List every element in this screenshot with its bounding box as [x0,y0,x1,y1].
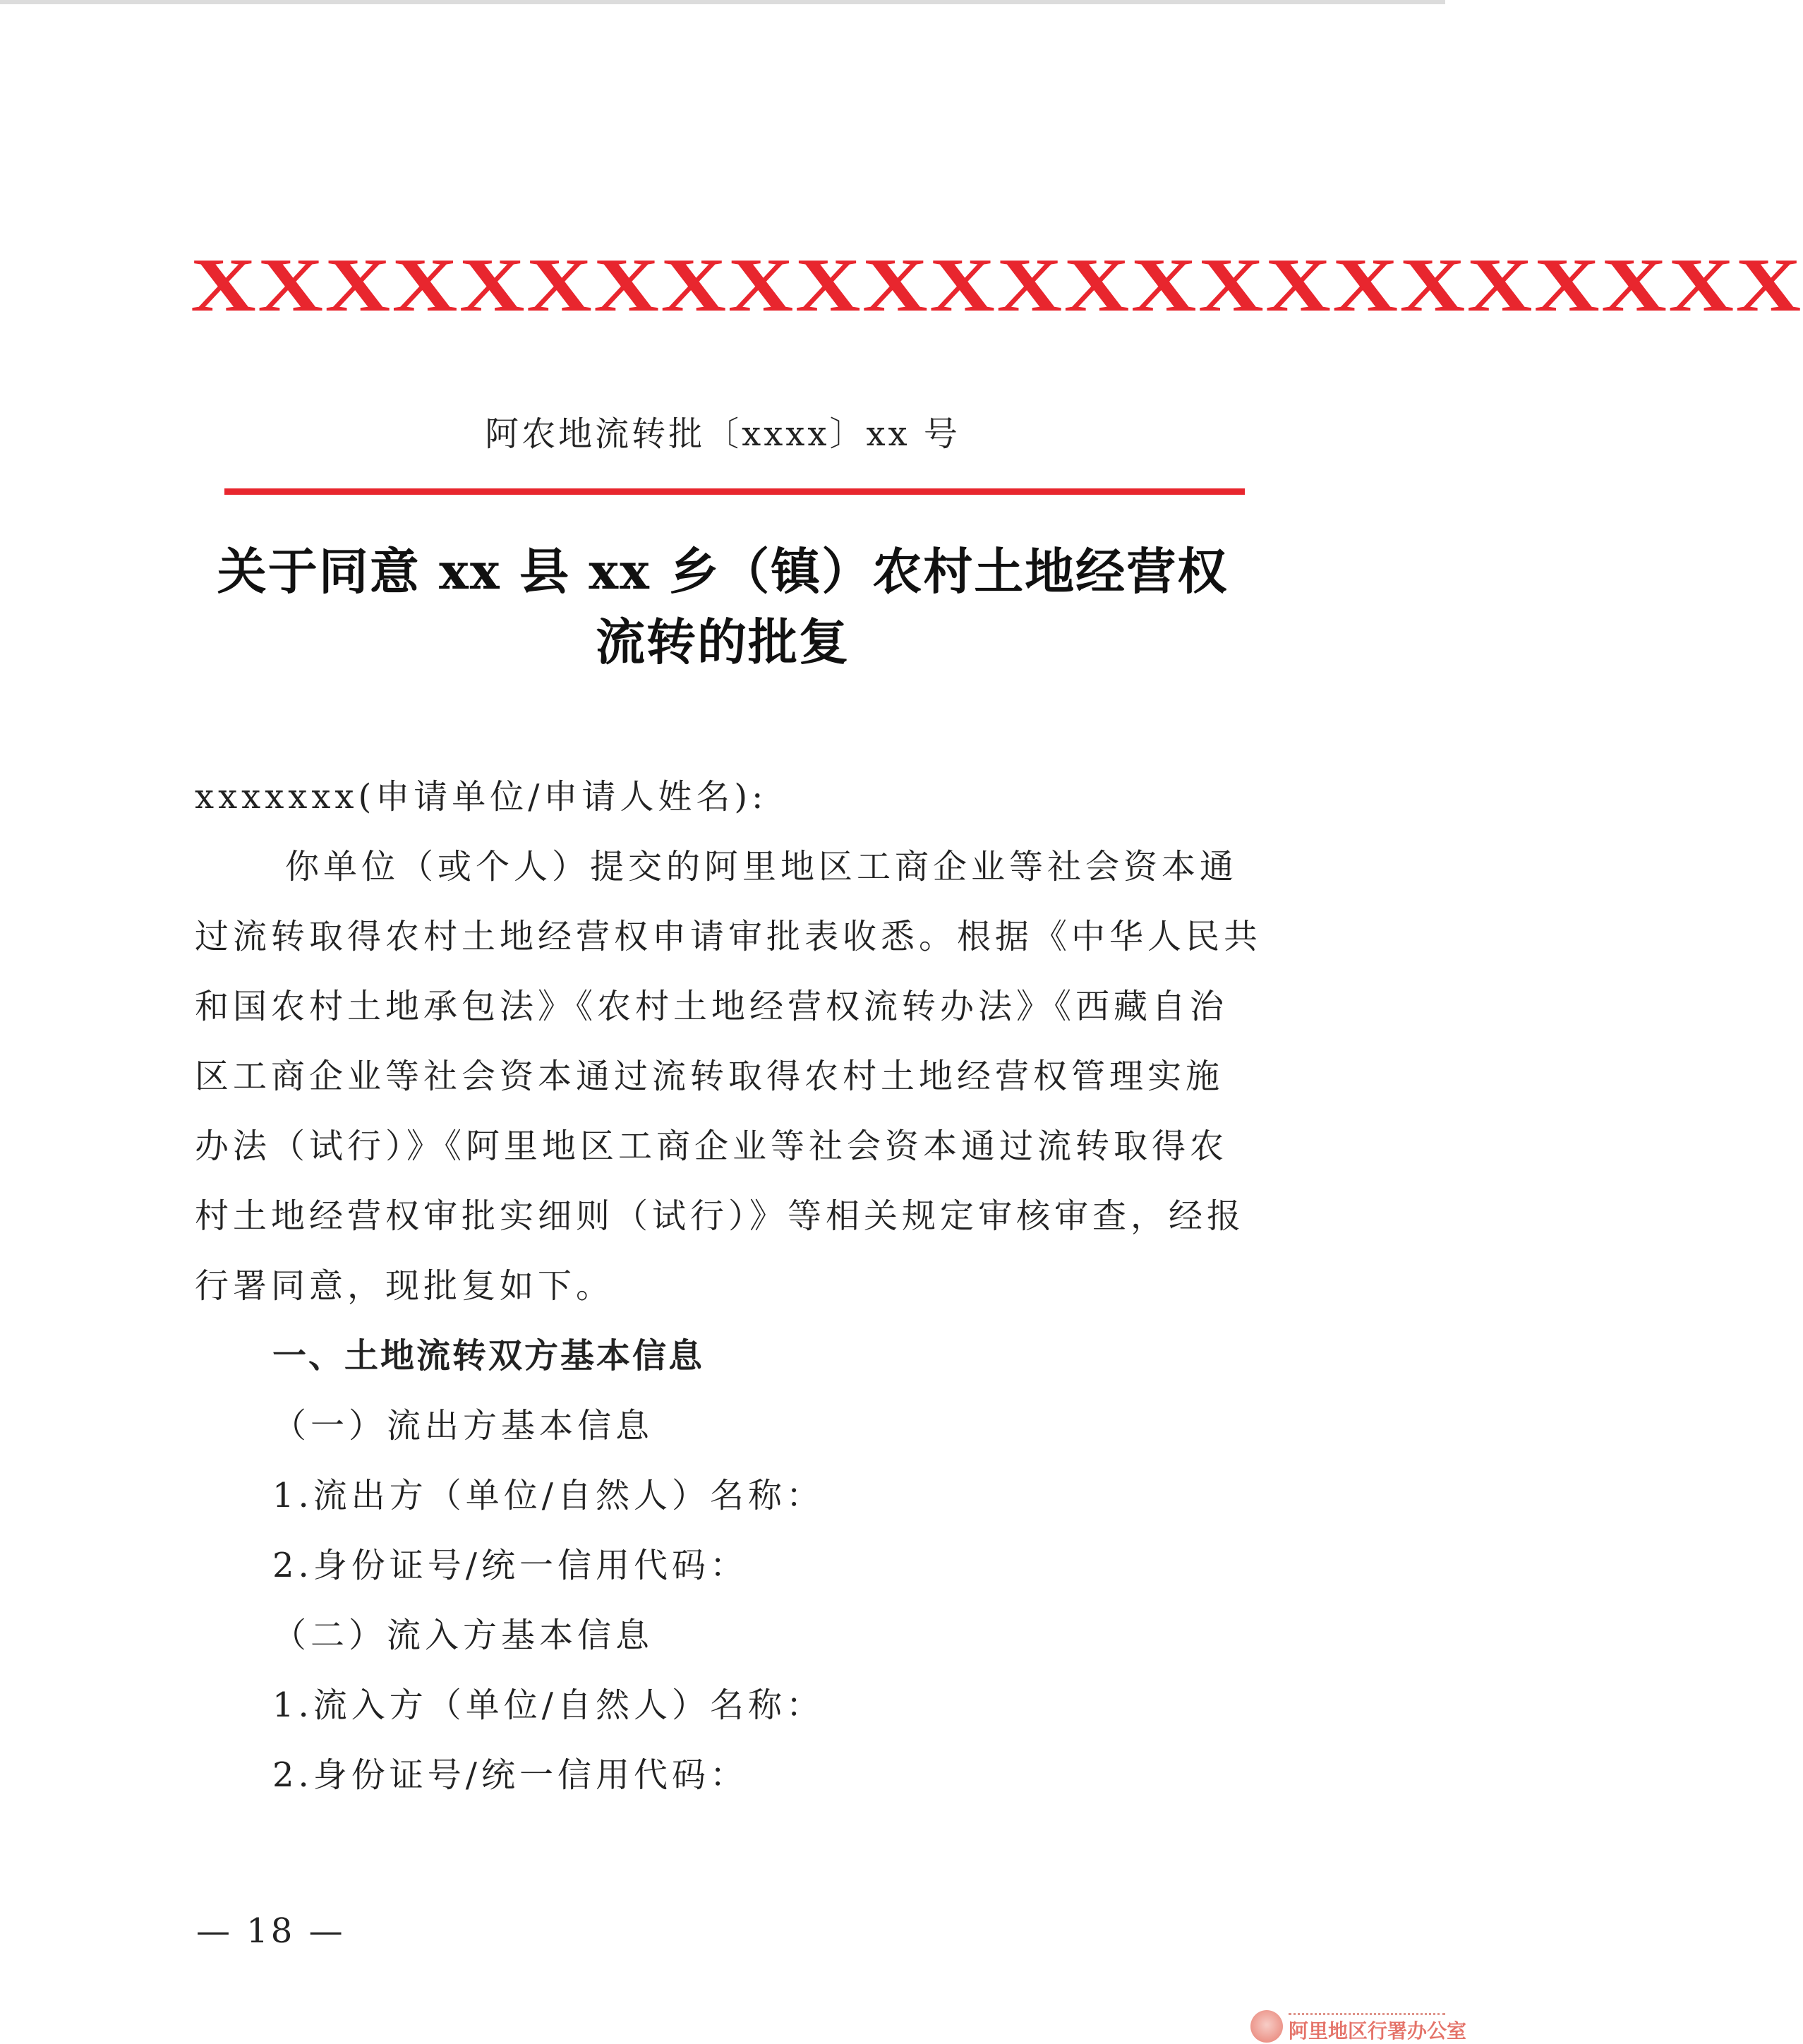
paragraph-line-7: 行署同意，现批复如下。 [195,1266,615,1306]
paragraph-line-1: 你单位（或个人）提交的阿里地区工商企业等社会资本通 [285,847,1238,886]
subsection-2-heading: （二）流入方基本信息 [272,1616,654,1655]
paragraph-line-6: 村土地经营权审批实细则（试行）》等相关规定审核审查，经报 [195,1196,1246,1236]
office-watermark [1250,2003,1467,2043]
paragraph-line-2: 过流转取得农村土地经营权申请审批表收悉。根据《中华人民共 [195,917,1262,956]
document-number: 阿农地流转批〔xxxx〕xx 号 [485,414,960,454]
national-emblem-icon [1250,2010,1283,2043]
paragraph-line-4: 区工商企业等社会资本通过流转取得农村土地经营权管理实施 [195,1057,1224,1096]
title-line-1: 关于同意 xx 县 xx 乡（镇）农村土地经营权 [217,542,1229,601]
subsection-2-item-1: 1.流入方（单位/自然人）名称： [272,1685,824,1725]
watermark-text: 阿里地区行署办公室 [1289,2019,1467,2043]
salutation: xxxxxxx(申请单位/申请人姓名): [195,777,768,817]
paragraph-line-5: 办法（试行）》《阿里地区工商企业等社会资本通过流转取得农 [195,1126,1229,1166]
red-letterhead-title: XXXXXXXXXXXXXXXXXXXXXXXX [191,244,1803,327]
page-number: — 18 — [196,1911,346,1951]
title-line-2: 流转的批复 [596,613,850,671]
subsection-2-item-2: 2.身份证号/统一信用代码： [272,1755,748,1795]
subsection-1-heading: （一）流出方基本信息 [272,1406,654,1445]
section-1-heading: 一、土地流转双方基本信息 [272,1336,705,1376]
scan-top-edge [0,0,1445,4]
document-title [0,536,1445,678]
tibetan-script-line [1289,2006,1445,2015]
subsection-1-item-1: 1.流出方（单位/自然人）名称： [272,1476,824,1515]
document-body [195,762,1267,1810]
red-divider-line [224,488,1245,495]
subsection-1-item-2: 2.身份证号/统一信用代码： [272,1546,748,1585]
paragraph-line-3: 和国农村土地承包法》《农村土地经营权流转办法》《西藏自治 [195,987,1229,1026]
